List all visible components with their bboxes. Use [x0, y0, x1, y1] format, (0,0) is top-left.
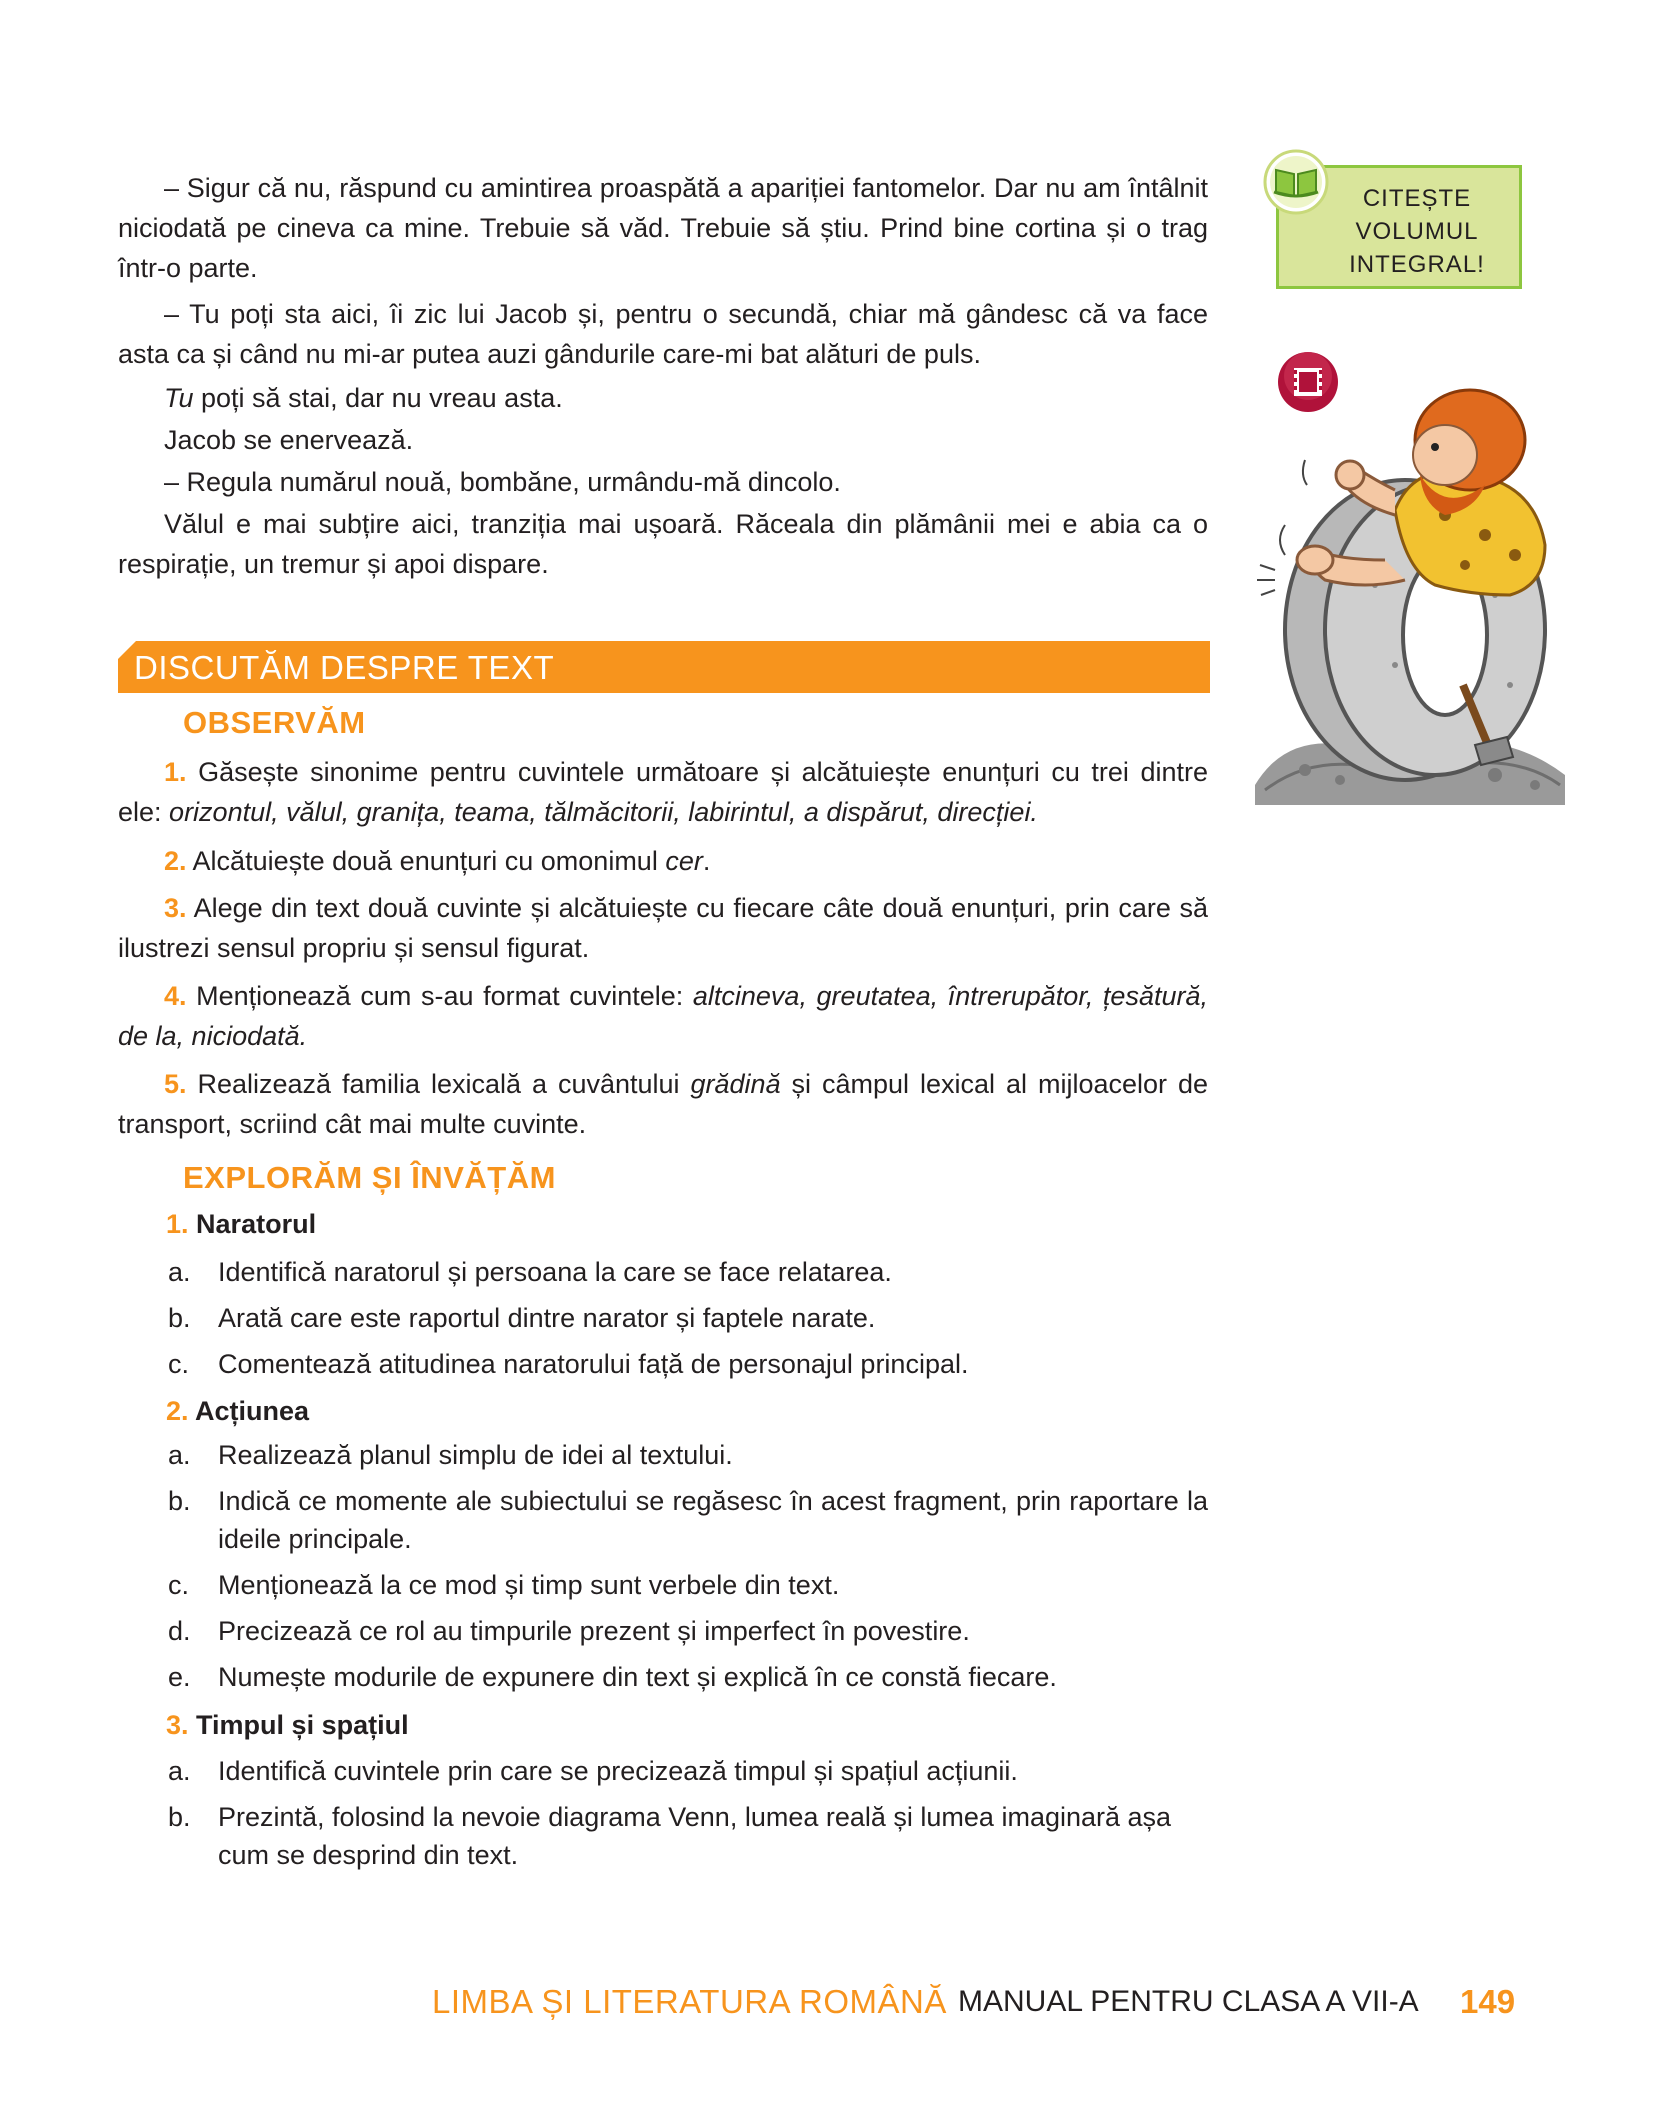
- item-italic: altcineva, greutatea, întrerupător, țesătură, de la, niciodată.: [118, 981, 1208, 1051]
- item-italic: grădină: [690, 1069, 781, 1099]
- group-title: Acțiunea: [195, 1396, 310, 1426]
- open-book-icon: [1262, 148, 1330, 216]
- caveman-stone-wheel-illustration: [1245, 365, 1575, 815]
- list-letter: c.: [168, 1570, 190, 1600]
- story-paragraph-1: – Sigur că nu, răspund cu amintirea proaspătă a apariției fantomelor. Dar nu am întâlnit niciodată pe cineva ca mine. Trebuie să văd. Trebuie să știu. Prind bine cortina și o trag într-o parte.: [118, 173, 1208, 283]
- item-number: 2.: [164, 846, 187, 876]
- observam-item-3: [118, 888, 1208, 968]
- read-full-volume-label: [1317, 182, 1517, 281]
- item-text-after: și câmpul lexical al mijloacelor de transport, scriind cât mai multe cuvinte.: [118, 1069, 1208, 1139]
- cite-line-2: VOLUMUL: [1355, 218, 1479, 245]
- list-letter: b.: [168, 1802, 191, 1832]
- group-number: 3.: [166, 1710, 189, 1740]
- story-paragraph-3: [118, 378, 1208, 418]
- cite-line-3: INTEGRAL!: [1349, 251, 1485, 278]
- story-italic-word: Tu: [164, 383, 194, 413]
- story-paragraph-6: Vălul e mai subțire aici, tranziția mai ușoară. Răceala din plămânii mei e abia ca o respirație, un tremur și apoi dispare.: [118, 509, 1208, 579]
- item-text: Realizează familia lexicală a cuvântului: [186, 1069, 691, 1099]
- cite-line-1: CITEȘTE: [1362, 185, 1472, 212]
- list-item-text: Identifică naratorul și persoana la care se face relatarea.: [218, 1257, 892, 1287]
- observam-item-2: [118, 841, 1208, 881]
- group-number: 1.: [166, 1209, 189, 1239]
- exploram-group-2-heading: [166, 1392, 309, 1430]
- list-item-text: Numește modurile de expunere din text și explică în ce constă fiecare.: [218, 1662, 1057, 1692]
- subsection-observam: OBSERVĂM: [183, 705, 366, 740]
- item-text: Alege din text două cuvinte și alcătuiește cu fiecare câte două enunțuri, prin care să ilustrezi sensul propriu și sensul figurat.: [118, 893, 1208, 963]
- subsection-exploram: EXPLORĂM ȘI ÎNVĂȚĂM: [183, 1160, 556, 1195]
- item-number: 1.: [164, 757, 187, 787]
- item-number: 3.: [164, 893, 187, 923]
- list-item-text: Prezintă, folosind la nevoie diagrama Venn, lumea reală și lumea imaginară așa cum se desprind din text.: [218, 1802, 1172, 1870]
- item-italic: orizontul, vălul, granița, teama, tălmăcitorii, labirintul, a dispărut, direcției.: [169, 797, 1038, 827]
- footer-manual-title: MANUAL PENTRU CLASA A VII-A: [958, 1985, 1419, 2018]
- list-letter: a.: [168, 1756, 191, 1786]
- story-paragraph-4: Jacob se enervează.: [164, 425, 414, 455]
- item-number: 5.: [164, 1069, 187, 1099]
- list-item-text: Precizează ce rol au timpurile prezent și imperfect în povestire.: [218, 1616, 970, 1646]
- story-paragraph-2: – Tu poți sta aici, îi zic lui Jacob și, pentru o secundă, chiar mă gândesc că va face asta ca și când nu mi-ar putea auzi gândurile care-mi bat alături de puls.: [118, 299, 1208, 369]
- observam-item-1: [118, 752, 1208, 832]
- item-text: Alcătuiește două enunțuri cu omonimul: [186, 846, 666, 876]
- section-header-bar: [118, 641, 1210, 693]
- list-item-text: Comentează atitudinea naratorului față de personajul principal.: [218, 1349, 969, 1379]
- list-item-text: Menționează la ce mod și timp sunt verbele din text.: [218, 1570, 840, 1600]
- item-text: Găsește sinonime pentru cuvintele următoare și alcătuiește enunțuri cu trei dintre ele:: [118, 757, 1208, 827]
- list-letter: a.: [168, 1257, 191, 1287]
- group-title: Naratorul: [196, 1209, 317, 1239]
- list-letter: c.: [168, 1349, 190, 1379]
- list-item-text: Arată care este raportul dintre narator și faptele narate.: [218, 1303, 876, 1333]
- list-letter: d.: [168, 1616, 191, 1646]
- observam-item-4: [118, 976, 1208, 1056]
- list-item-text: Realizează planul simplu de idei al textului.: [218, 1440, 733, 1470]
- list-item-text: Indică ce momente ale subiectului se regăsesc în acest fragment, prin raportare la ideile principale.: [218, 1486, 1208, 1554]
- list-letter: b.: [168, 1303, 191, 1333]
- list-letter: b.: [168, 1486, 191, 1516]
- section-title: DISCUTĂM DESPRE TEXT: [134, 649, 555, 686]
- list-item-text: Identifică cuvintele prin care se precizează timpul și spațiul acțiunii.: [218, 1756, 1018, 1786]
- item-number: 4.: [164, 981, 187, 1011]
- story-paragraph-3-rest: poți să stai, dar nu vreau asta.: [193, 383, 563, 413]
- page-number: 149: [1460, 1983, 1516, 2020]
- item-text-after: .: [702, 846, 711, 876]
- list-letter: a.: [168, 1440, 191, 1470]
- group-title: Timpul și spațiul: [196, 1710, 409, 1740]
- group-number: 2.: [166, 1396, 189, 1426]
- observam-item-5: [118, 1064, 1208, 1144]
- item-text: Menționează cum s-au format cuvintele:: [186, 981, 693, 1011]
- exploram-group-1-heading: [166, 1205, 316, 1243]
- exploram-group-3-heading: [166, 1706, 409, 1744]
- story-paragraph-5: – Regula numărul nouă, bombăne, urmându-mă dincolo.: [164, 467, 841, 497]
- list-letter: e.: [168, 1662, 191, 1692]
- item-italic: cer: [665, 846, 703, 876]
- footer-subject: LIMBA ȘI LITERATURA ROMÂNĂ: [432, 1983, 947, 2020]
